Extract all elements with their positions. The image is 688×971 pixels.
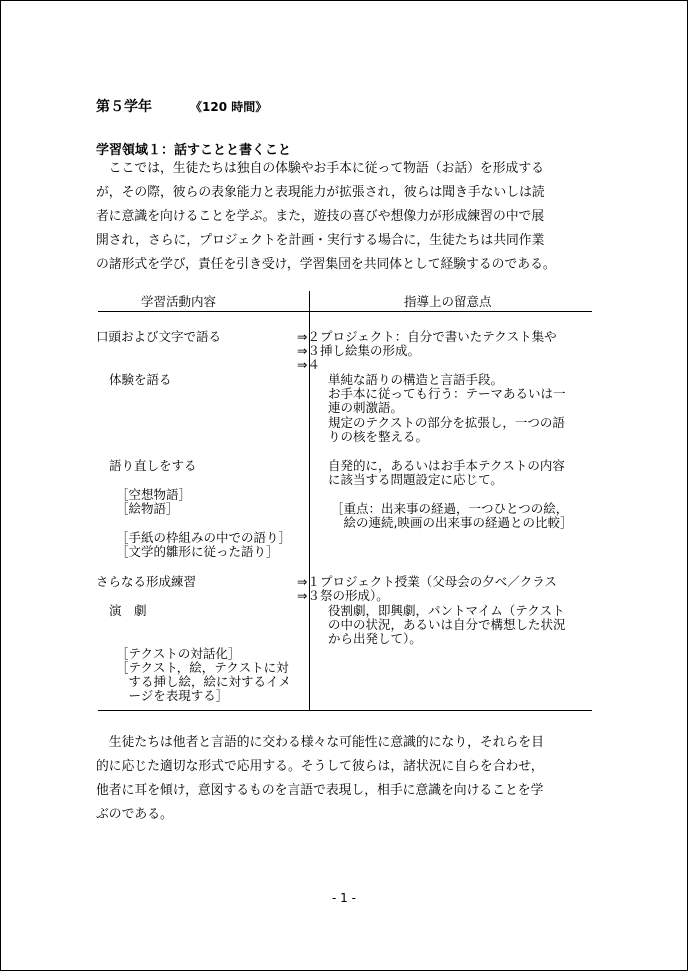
intro-line: 者に意識を向けることを学ぶ。また，遊技の喜びや想像力が形成練習の中で展 [96,209,545,224]
table-header-rule [98,311,592,312]
column-header-notes: 指導上の留意点 [404,294,492,309]
note-line: お手本に従っても行う：テーマあるいは一 [328,386,566,401]
table-bottom-rule [98,710,592,711]
activity-fantasy-story: ［空想物語］ [116,487,192,502]
note-line: 連の刺激語。 [328,400,404,415]
intro-line: 開され，さらに，プロジェクトを計画・実行する場合に，生徒たちは共同作業 [96,233,545,248]
grade-heading [96,96,267,116]
closing-paragraph [96,731,599,827]
activity-picture-story: ［絵物語］ [116,501,179,516]
note-line: の中の状況，あるいは自分で構想した状況 [328,617,566,632]
hours-label: 《120 時間》 [190,100,268,114]
intro-line: が，その際，彼らの表象能力と表現能力が拡張され，彼らは聞き手ないしは読 [96,185,545,200]
note-project-ref: ⇒１プロジェクト授業（父母会の夕べ／クラス [297,574,557,589]
note-line: から出発して）。 [328,631,422,646]
note-line: りの核を整える。 [328,429,429,444]
activity-drama: 演 劇 [109,603,147,618]
activity-dialogue: ［テクストの対話化］ [116,646,241,661]
section-title: 学習領域１：話すことと書くこと [96,143,292,158]
outro-line: 生徒たちは他者と言語的に交わる様々な可能性に意識的になり，それらを目 [96,735,544,750]
note-project-ref: ⇒４ [297,357,320,372]
activity-retell: 語り直しをする [109,458,197,473]
activity-literary-genre: ［文学的雛形に従った語り］ [116,544,279,559]
note-line: ［重点：出来事の経過，一つひとつの絵， [331,501,569,516]
grade-title: 第５学年 [96,99,152,115]
outro-line: ぶのである。 [96,807,173,822]
note-line: に該当する問題設定に応じて。 [328,472,503,487]
activity-further-practice: さらなる形成練習 [96,574,197,589]
note-line: 自発的に，あるいはお手本テクストの内容 [328,458,565,473]
note-line: 役割劇，即興劇，パントマイム（テクスト [328,603,565,618]
page-number: - 1 - [332,891,356,905]
activity-illustration: する挿し絵，絵に対するイメ [116,674,291,689]
intro-line: の諸形式を学び，責任を引き受け，学習集団を共同体として経験するのである。 [96,257,556,272]
note-project-ref: ⇒２プロジェクト：自分で書いたテクスト集や [297,329,557,344]
outro-line: 他者に耳を傾け，意図するものを言語で表現し，相手に意識を向けることを学 [96,783,544,798]
intro-line: ここでは，生徒たちは独自の体験やお手本に従って物語（お話）を形成する [96,161,544,176]
note-line: 絵の連続,映画の出来事の経過との比較］ [331,515,573,530]
activity-illustration: ［テクスト，絵，テクストに対 [116,660,289,675]
column-header-activities: 学習活動内容 [141,294,217,309]
activity-illustration: ージを表現する］ [116,688,229,703]
activity-experience: 体験を語る [109,372,172,387]
note-line: 単純な語りの構造と言語手段。 [328,372,504,387]
note-line: 規定のテクストの部分を拡張し，一つの語 [328,415,565,430]
note-project-ref: ⇒３祭の形成）。 [297,588,389,603]
activity-letter-frame: ［手紙の枠組みの中での語り］ [116,530,292,545]
note-project-ref: ⇒３挿し絵集の形成。 [297,343,420,358]
intro-paragraph [96,157,599,277]
activity-oral-written: 口頭および文字で語る [96,329,222,344]
outro-line: 的に応じた適切な形式で応用する。そうして彼らは，諸状況に自らを合わせ， [96,759,544,774]
